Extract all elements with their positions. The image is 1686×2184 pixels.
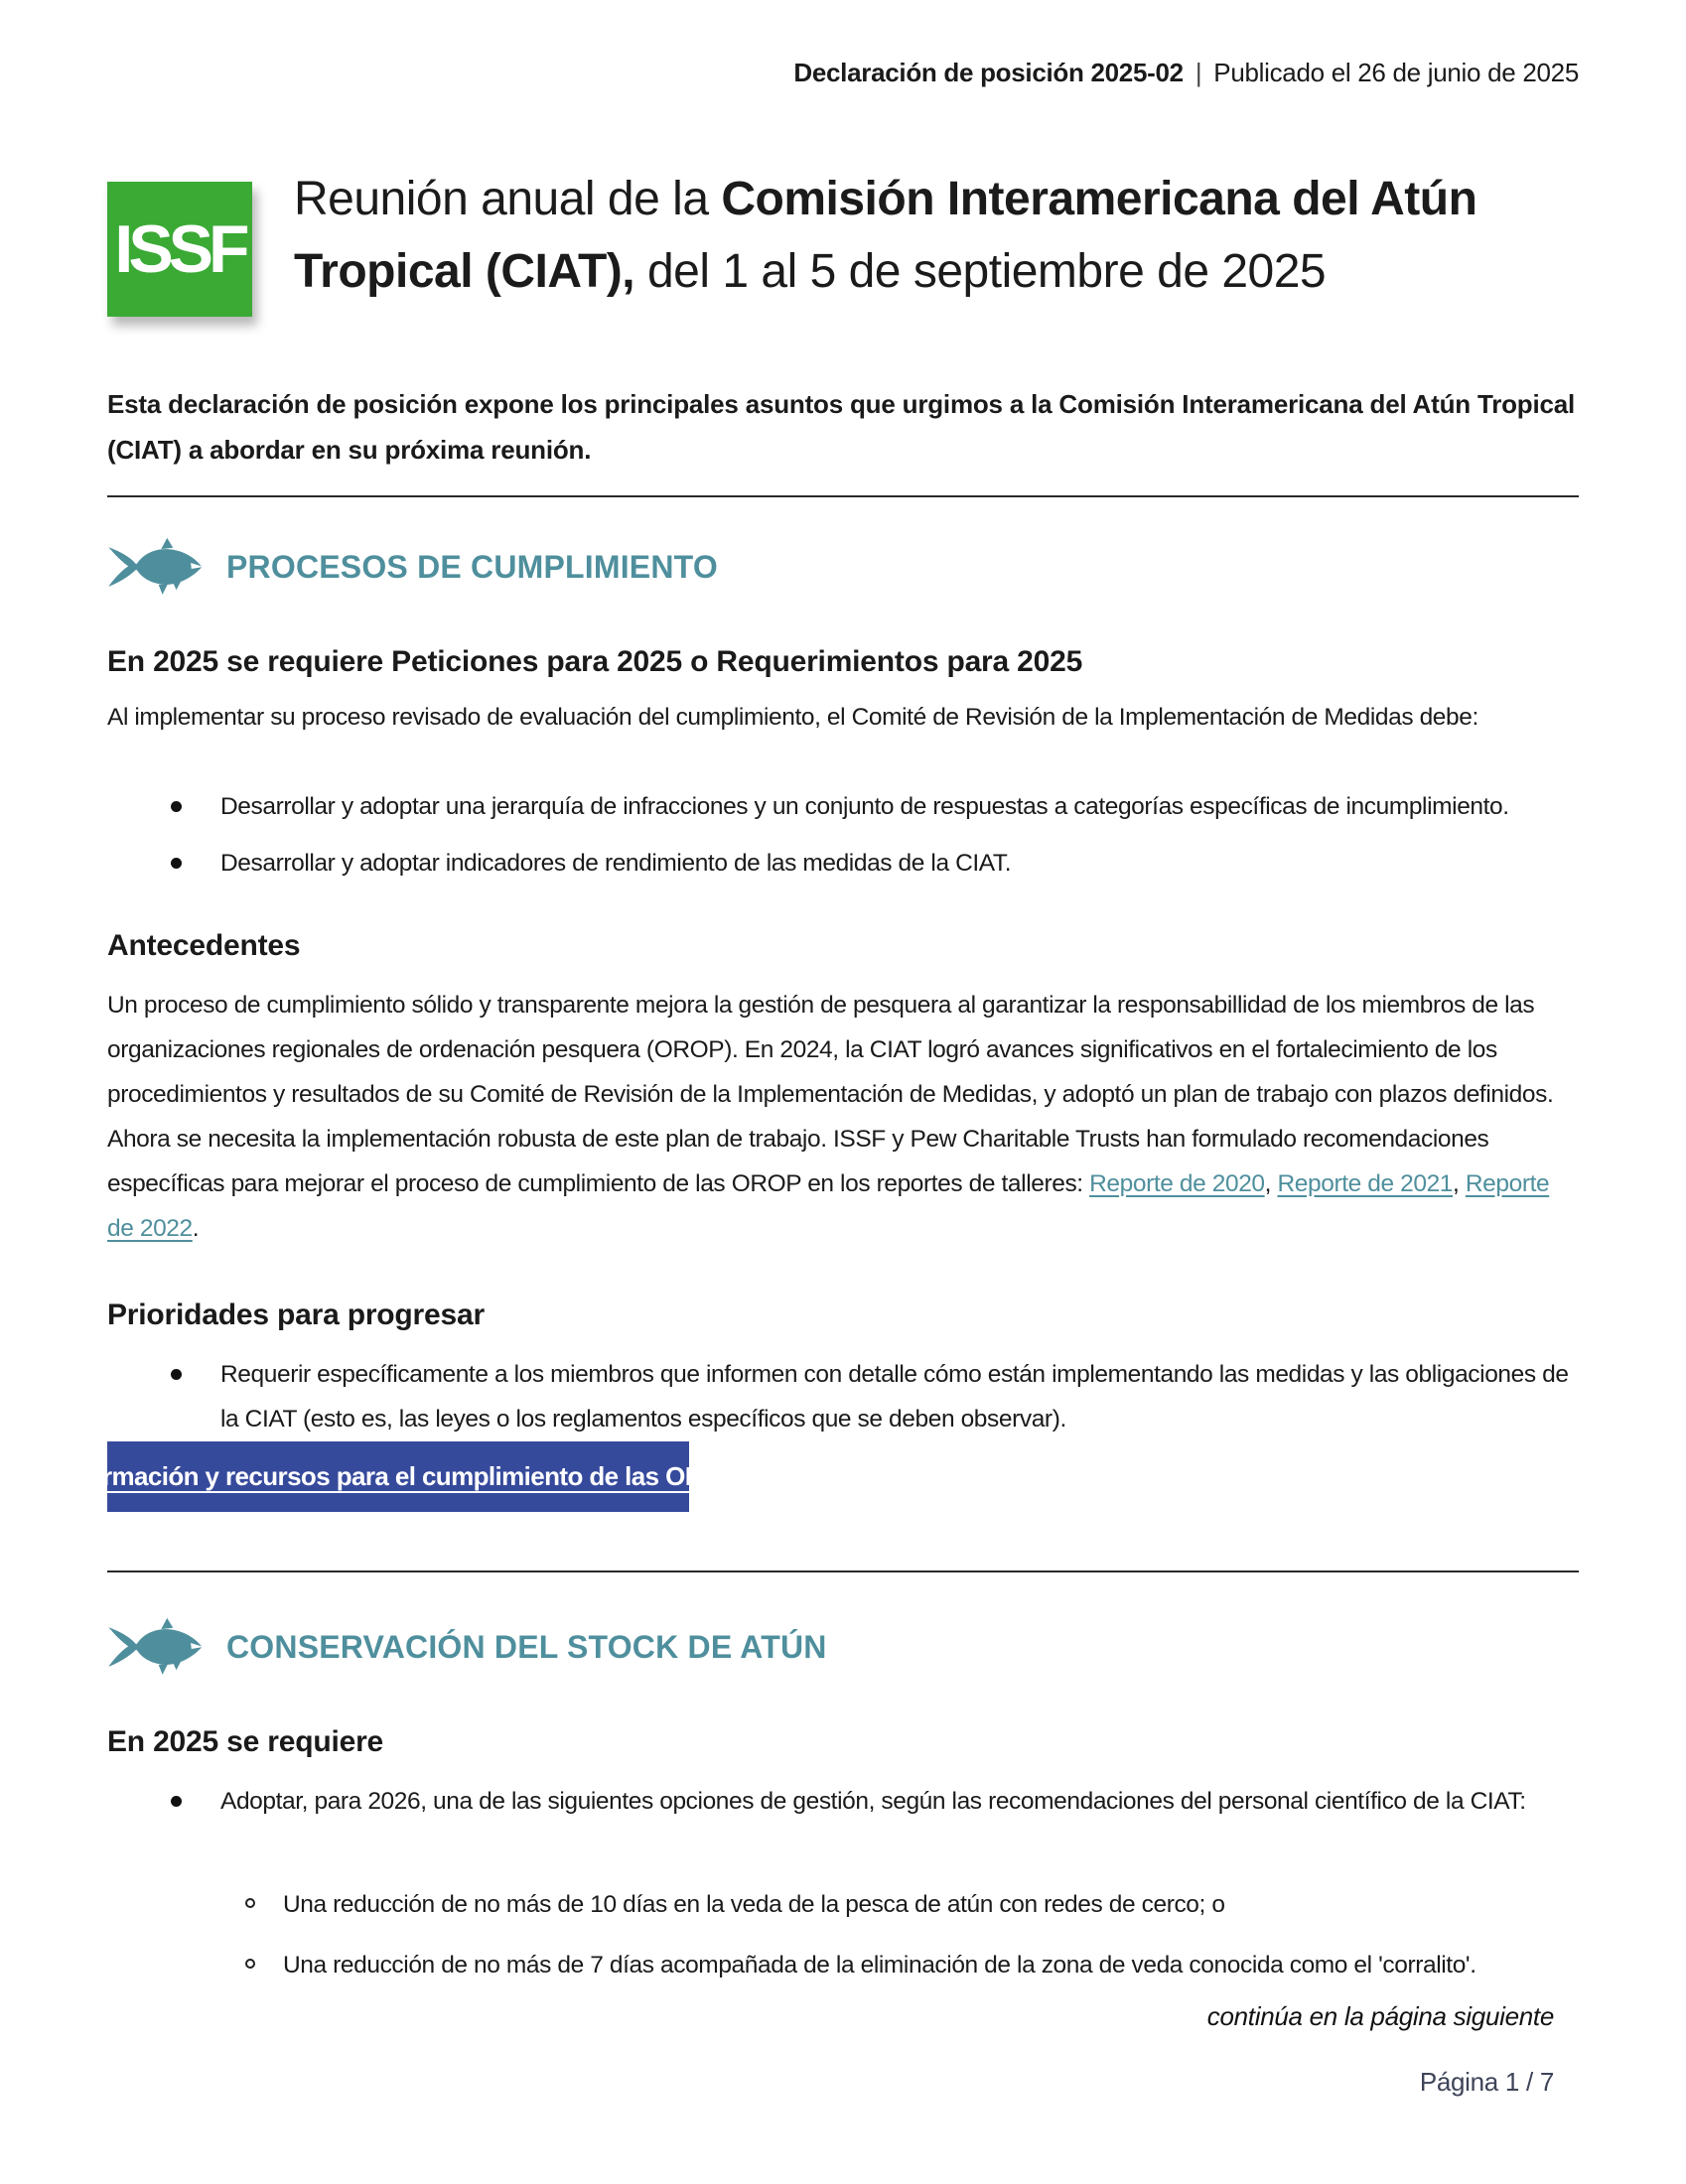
link-separator: , xyxy=(1264,1170,1278,1197)
compliance-require-heading: En 2025 se requiere Peticiones para 2025 o Requerimientos para 2025 xyxy=(107,645,1083,678)
document-header xyxy=(793,58,1579,88)
title-dates: del 1 al 5 de septiembre de 2025 xyxy=(634,245,1327,298)
bullet-icon xyxy=(171,1369,182,1380)
report-2020-link[interactable]: Reporte de 2020 xyxy=(1089,1170,1265,1197)
list-item xyxy=(107,841,1579,886)
title-emphasis: Comisión Interamericana del Atún Tropical (CIAT), xyxy=(294,173,1477,298)
intro-paragraph: Esta declaración de posición expone los principales asuntos que urgimos a la Comisión Interamericana del Atún Tropical (CIAT) a abordar en su próxima reunión. xyxy=(107,389,1576,465)
conservation-section-header xyxy=(103,1608,827,1686)
issf-logo-text: ISSF xyxy=(114,211,245,287)
conservation-sublist xyxy=(107,1882,1579,2003)
priorities-list xyxy=(107,1352,1579,1453)
bullet-icon xyxy=(171,1796,182,1807)
background-paragraph xyxy=(107,983,1579,1251)
conservation-section-title: CONSERVACIÓN DEL STOCK DE ATÚN xyxy=(226,1628,827,1665)
report-2021-link[interactable]: Reporte de 2021 xyxy=(1277,1170,1454,1197)
list-item-text: Requerir específicamente a los miembros que informen con detalle cómo están implementando las medidas y las obligaciones de la CIAT (esto es, las leyes o los reglamentos específicos que se deben observar). xyxy=(220,1361,1569,1433)
title-lead: Reunión anual de la xyxy=(294,173,722,225)
tuna-icon xyxy=(103,1608,209,1686)
compliance-require-intro: Al implementar su proceso revisado de evaluación del cumplimiento, el Comité de Revisión de la Implementación de Medidas debe: xyxy=(107,704,1478,731)
background-text: Un proceso de cumplimiento sólido y transparente mejora la gestión de pesquera al garantizar la responsabillidad de los miembros de las organizaciones regionales de ordenación pesquera (OROP). En 2024, la CIAT logró avances significativos en el fortalecimiento de los procedimientos y resultados de su Comité de Revisión de la Implementación de Medidas, y adoptó un plan de trabajo con plazos definidos. Ahora se necesita la implementación robusta de este plan de trabajo. ISSF y Pew Charitable Trusts han formulado recomendaciones específicas para mejorar el proceso de cumplimiento de las OROP en los reportes de talleres: xyxy=(107,992,1554,1197)
bullet-icon xyxy=(171,858,182,869)
bullet-icon xyxy=(171,801,182,812)
header-separator: | xyxy=(1194,58,1202,87)
sentence-end: . xyxy=(192,1215,200,1242)
published-date: Publicado el 26 de junio de 2025 xyxy=(1213,58,1579,87)
issf-logo xyxy=(107,182,252,317)
list-item-text: Desarrollar y adoptar indicadores de rendimiento de las medidas de la CIAT. xyxy=(220,850,1012,877)
list-item-text: Una reducción de no más de 7 días acompañada de la eliminación de la zona de veda conocida como el 'corralito'. xyxy=(283,1952,1476,1979)
list-item xyxy=(107,784,1579,829)
list-item xyxy=(107,1352,1579,1441)
conservation-require-heading: En 2025 se requiere xyxy=(107,1725,384,1758)
list-item xyxy=(107,1779,1579,1824)
link-separator: , xyxy=(1453,1170,1466,1197)
position-statement-id: Declaración de posición 2025-02 xyxy=(793,58,1184,87)
page-number: Página 1 / 7 xyxy=(1419,2067,1554,2097)
conservation-list xyxy=(107,1779,1579,1836)
compliance-section-header xyxy=(103,528,718,606)
page-title xyxy=(294,163,1624,308)
list-item xyxy=(107,1943,1579,1987)
list-item-text: Adoptar, para 2026, una de las siguientes opciones de gestión, según las recomendaciones del personal científico de la CIAT: xyxy=(220,1788,1526,1815)
list-item xyxy=(107,1882,1579,1927)
list-item-text: Desarrollar y adoptar una jerarquía de infracciones y un conjunto de respuestas a categorías específicas de incumplimiento. xyxy=(220,793,1509,820)
compliance-section-title: PROCESOS DE CUMPLIMIENTO xyxy=(226,548,718,585)
circle-bullet-icon xyxy=(245,1959,255,1969)
section-divider xyxy=(107,1570,1579,1572)
list-item-text: Una reducción de no más de 10 días en la veda de la pesca de atún con redes de cerco; o xyxy=(283,1891,1225,1918)
report-2022-link[interactable]: Reporte de 2022 xyxy=(107,1170,1550,1242)
tuna-icon xyxy=(103,528,209,606)
priorities-heading: Prioridades para progresar xyxy=(107,1298,485,1331)
continuation-note: continúa en la página siguiente xyxy=(1206,2001,1554,2031)
circle-bullet-icon xyxy=(245,1898,255,1908)
orop-compliance-resources-button[interactable] xyxy=(57,1441,740,1512)
section-divider xyxy=(107,495,1579,497)
compliance-require-list xyxy=(107,784,1579,897)
orop-compliance-resources-label: Información y recursos para el cumplimiento de las OROP xyxy=(57,1461,740,1491)
background-heading: Antecedentes xyxy=(107,929,301,962)
